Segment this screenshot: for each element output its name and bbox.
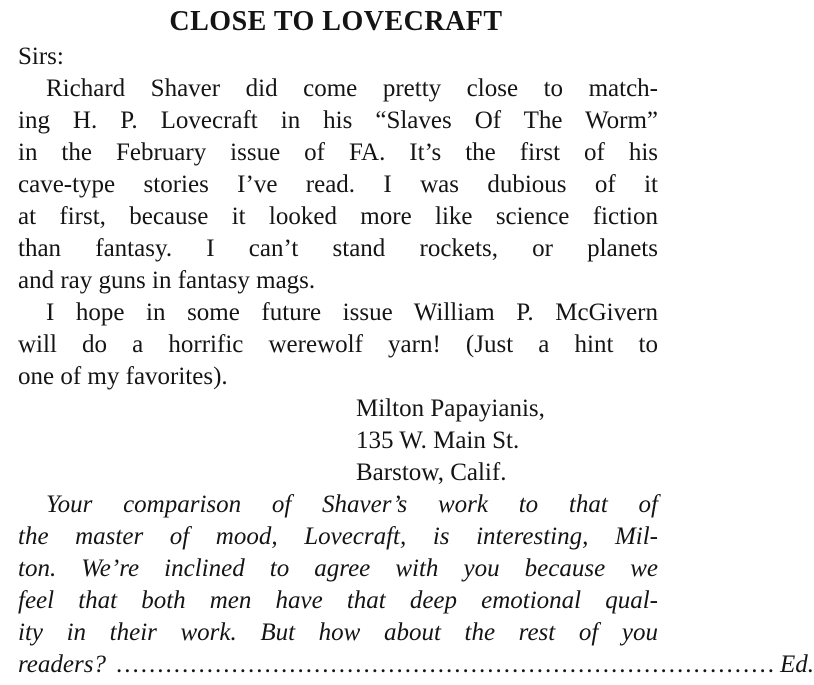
letter-line: I hope in some future issue William P. McGivern xyxy=(46,299,658,326)
editor-reply-line: the master of mood, Lovecraft, is interesting, Mil- xyxy=(18,523,658,550)
signature-city: Barstow, Calif. xyxy=(356,459,507,486)
editor-sign-off: Ed. xyxy=(779,651,814,678)
letter-line: Richard Shaver did come pretty close to match- xyxy=(46,75,658,102)
letter-line: will do a horrific werewolf yarn! (Just a hint to xyxy=(18,331,658,358)
letter-line: than fantasy. I can’t stand rockets, or planets xyxy=(18,235,658,262)
letter-line: ing H. P. Lovecraft in his “Slaves Of The Worm” xyxy=(18,107,658,134)
editor-reply-line: Your comparison of Shaver’s work to that of xyxy=(46,491,658,518)
signature-street: 135 W. Main St. xyxy=(356,427,520,454)
editor-reply-last-line xyxy=(18,648,814,681)
letter-line: one of my favorites). xyxy=(18,363,228,390)
salutation: Sirs: xyxy=(18,43,64,70)
letter-title: CLOSE TO LOVECRAFT xyxy=(169,6,503,37)
letter-line: and ray guns in fantasy mags. xyxy=(18,267,316,294)
editor-reply-line: ity in their work. But how about the rest of you xyxy=(18,619,658,646)
letter-line: cave-type stories I’ve read. I was dubious of it xyxy=(18,171,658,198)
letter-line: in the February issue of FA. It’s the first of his xyxy=(18,139,658,166)
editor-reply-line: feel that both men have that deep emotional qual- xyxy=(18,587,658,614)
editor-reply-line: ton. We’re inclined to agree with you because we xyxy=(18,555,658,582)
leader-dots: ................................................................................ xyxy=(115,651,776,678)
signature-name: Milton Papayianis, xyxy=(356,395,545,422)
editor-reply-readers: readers? xyxy=(18,651,106,678)
letter-line: at first, because it looked more like science fiction xyxy=(18,203,658,230)
